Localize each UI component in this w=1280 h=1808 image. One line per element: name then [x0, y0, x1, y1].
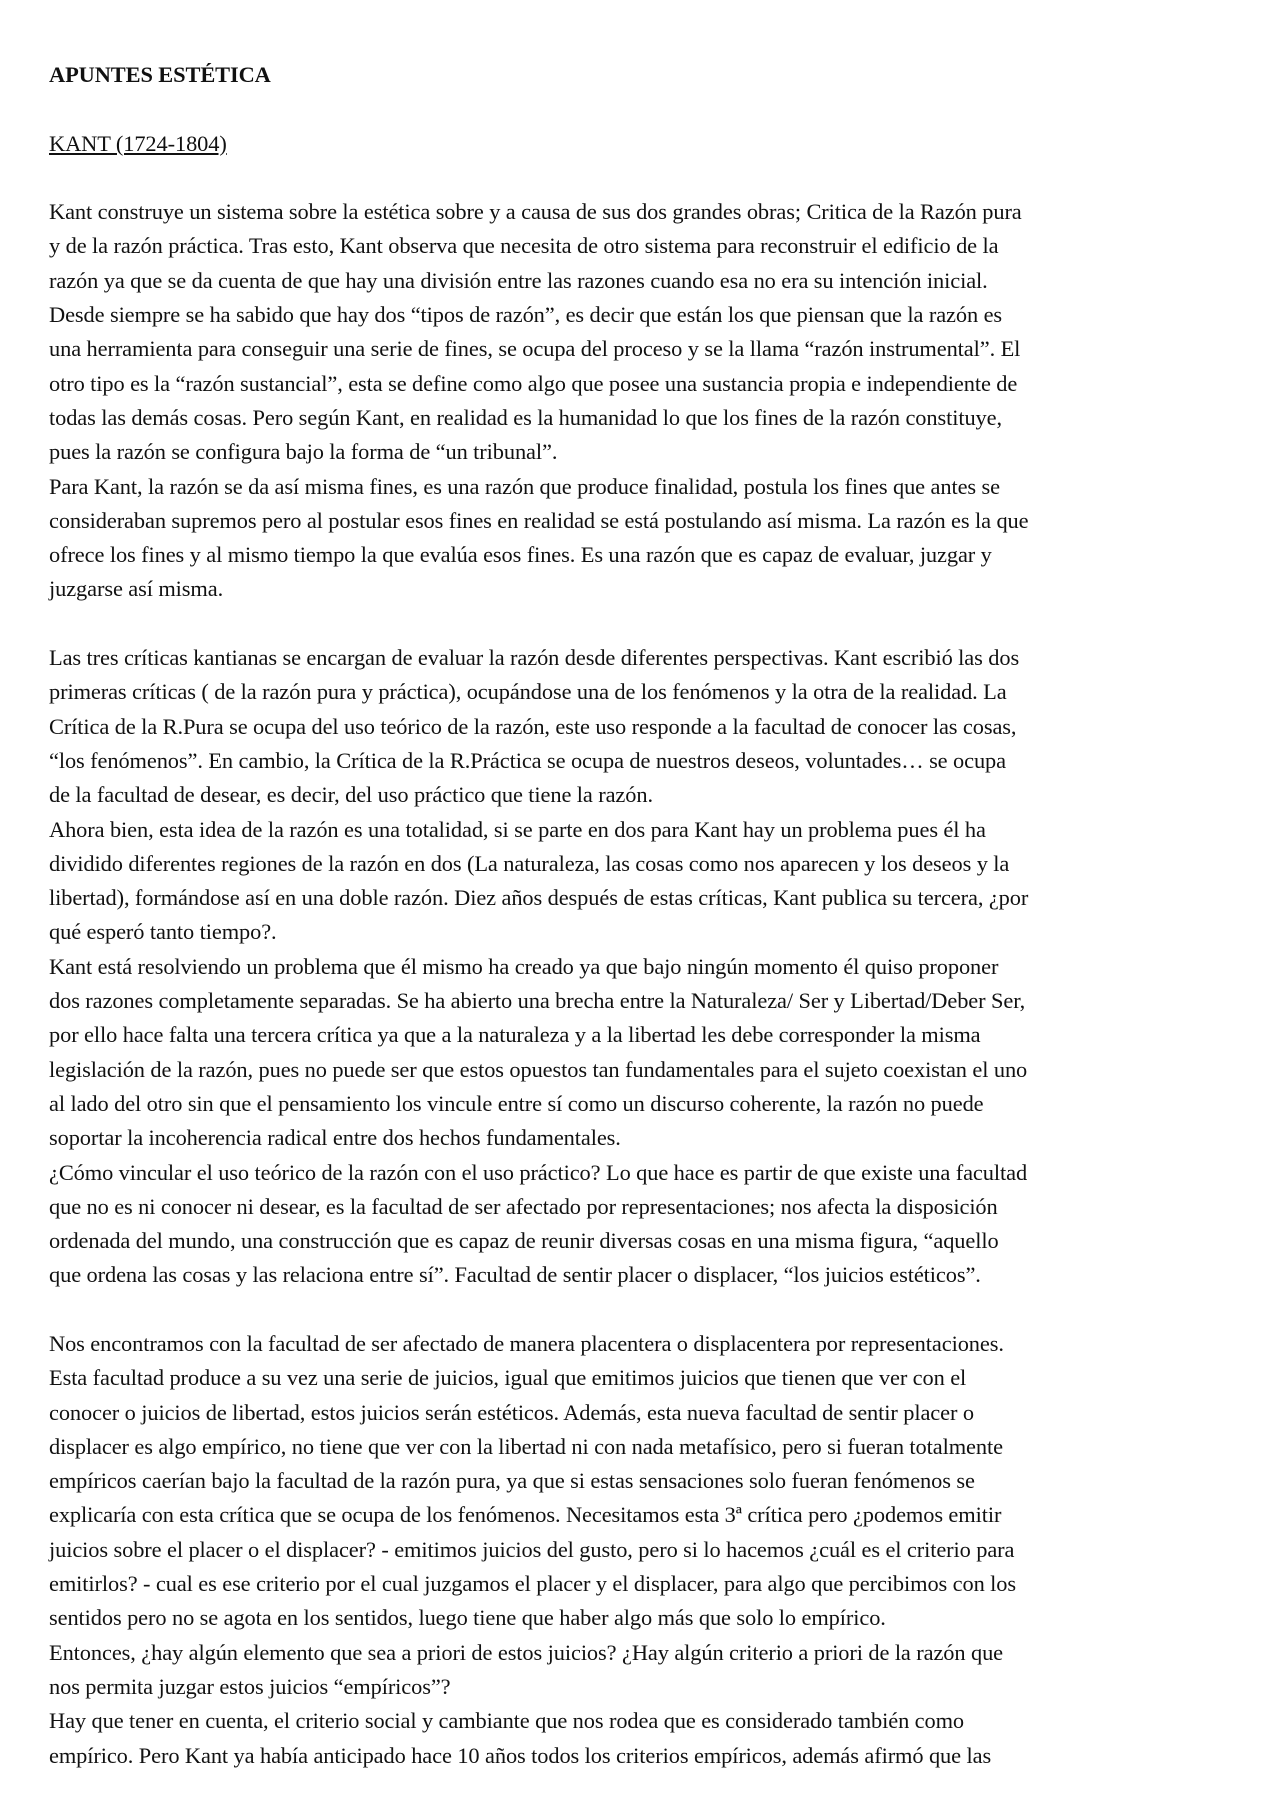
text-line: Ahora bien, esta idea de la razón es una totalidad, si se parte en dos para Kant hay un problema pues él ha: [49, 816, 986, 842]
text-line: todas las demás cosas. Pero según Kant, en realidad es la humanidad lo que los fines de la razón constituye,: [49, 404, 1002, 430]
text-line: razón ya que se da cuenta de que hay una división entre las razones cuando esa no era su intención inicial.: [49, 267, 988, 293]
text-line: dos razones completamente separadas. Se ha abierto una brecha entre la Naturaleza/ Ser y Libertad/Deber Ser,: [49, 988, 1026, 1014]
text-line: empíricos caerían bajo la facultad de la razón pura, ya que si estas sensaciones solo fueran fenómenos se: [49, 1468, 975, 1494]
text-line: dividido diferentes regiones de la razón en dos (La naturaleza, las cosas como nos aparecen y los deseos y la: [49, 850, 1010, 876]
text-line: de la facultad de desear, es decir, del uso práctico que tiene la razón.: [49, 782, 653, 808]
text-line: Hay que tener en cuenta, el criterio social y cambiante que nos rodea que es considerado también como: [49, 1708, 965, 1734]
text-line: pues la razón se configura bajo la forma de “un tribunal”.: [49, 439, 558, 465]
document-body: [49, 58, 1229, 1773]
text-line: Crítica de la R.Pura se ocupa del uso teórico de la razón, este uso responde a la facultad de conocer las cosas,: [49, 713, 1017, 739]
text-line: que no es ni conocer ni desear, es la facultad de ser afectado por representaciones; nos afecta la disposición: [49, 1193, 998, 1219]
text-line: Nos encontramos con la facultad de ser afectado de manera placentera o displacentera por representaciones.: [49, 1330, 1004, 1356]
text-line: displacer es algo empírico, no tiene que ver con la libertad ni con nada metafísico, pero si fueran totalmente: [49, 1433, 1003, 1459]
text-line: Las tres críticas kantianas se encargan de evaluar la razón desde diferentes perspectivas. Kant escribió las dos: [49, 645, 1020, 671]
text-line: Esta facultad produce a su vez una serie de juicios, igual que emitimos juicios que tienen que ver con el: [49, 1365, 967, 1391]
paragraph-block: [49, 195, 1229, 607]
text-line: y de la razón práctica. Tras esto, Kant observa que necesita de otro sistema para reconstruir el edificio de la: [49, 233, 999, 259]
text-line: Kant construye un sistema sobre la estética sobre y a causa de sus dos grandes obras; Critica de la Razón pura: [49, 199, 1022, 225]
text-line: otro tipo es la “razón sustancial”, esta se define como algo que posee una sustancia propia e independiente de: [49, 370, 1018, 396]
text-line: libertad), formándose así en una doble razón. Diez años después de estas críticas, Kant publica su tercera, ¿por: [49, 885, 1029, 911]
text-line: por ello hace falta una tercera crítica ya que a la naturaleza y a la libertad les debe corresponder la misma: [49, 1022, 981, 1048]
text-line: qué esperó tanto tiempo?.: [49, 919, 277, 945]
text-line: emitirlos? - cual es ese criterio por el cual juzgamos el placer y el displacer, para algo que percibimos con los: [49, 1571, 1017, 1597]
text-line: nos permita juzgar estos juicios “empíricos”?: [49, 1673, 451, 1699]
text-line: sentidos pero no se agota en los sentidos, luego tiene que haber algo más que solo lo empírico.: [49, 1605, 886, 1631]
text-line: Entonces, ¿hay algún elemento que sea a priori de estos juicios? ¿Hay algún criterio a priori de la razón que: [49, 1639, 1004, 1665]
text-line: “los fenómenos”. En cambio, la Crítica de la R.Práctica se ocupa de nuestros deseos, voluntades… se ocupa: [49, 747, 1006, 773]
text-line: conocer o juicios de libertad, estos juicios serán estéticos. Además, esta nueva facultad de sentir placer o: [49, 1399, 974, 1425]
paragraph-block: [49, 1327, 1229, 1773]
text-line: legislación de la razón, pues no puede ser que estos opuestos tan fundamentales para el sujeto coexistan el uno: [49, 1056, 1028, 1082]
text-line: ordenada del mundo, una construcción que es capaz de reunir diversas cosas en una misma figura, “aquello: [49, 1228, 999, 1254]
text-line: ofrece los fines y al mismo tiempo la que evalúa esos fines. Es una razón que es capaz de evaluar, juzgar y: [49, 542, 992, 568]
text-line: juzgarse así misma.: [49, 576, 224, 602]
text-line: soportar la incoherencia radical entre dos hechos fundamentales.: [49, 1125, 621, 1151]
document-title: APUNTES ESTÉTICA: [49, 62, 271, 87]
text-line: una herramienta para conseguir una serie de fines, se ocupa del proceso y se la llama “razón instrumental”. El: [49, 336, 1021, 362]
paragraph-block: [49, 641, 1229, 1293]
text-line: ¿Cómo vincular el uso teórico de la razón con el uso práctico? Lo que hace es partir de que existe una facultad: [49, 1159, 1028, 1185]
text-line: que ordena las cosas y las relaciona entre sí”. Facultad de sentir placer o displacer, “los juicios estéticos”.: [49, 1262, 981, 1288]
text-line: Kant está resolviendo un problema que él mismo ha creado ya que bajo ningún momento él quiso proponer: [49, 953, 999, 979]
text-line: empírico. Pero Kant ya había anticipado hace 10 años todos los criterios empíricos, además afirmó que las: [49, 1742, 992, 1768]
text-line: juicios sobre el placer o el displacer? - emitimos juicios del gusto, pero si lo hacemos ¿cuál es el criterio para: [49, 1536, 1015, 1562]
text-line: consideraban supremos pero al postular esos fines en realidad se está postulando así misma. La razón es la que: [49, 507, 1029, 533]
text-line: Para Kant, la razón se da así misma fines, es una razón que produce finalidad, postula los fines que antes se: [49, 473, 1000, 499]
text-line: primeras críticas ( de la razón pura y práctica), ocupándose una de los fenómenos y la otra de la realidad. La: [49, 679, 1007, 705]
text-line: Desde siempre se ha sabido que hay dos “tipos de razón”, es decir que están los que piensan que la razón es: [49, 302, 1003, 328]
text-line: explicaría con esta crítica que se ocupa de los fenómenos. Necesitamos esta 3ª crítica pero ¿podemos emitir: [49, 1502, 1002, 1528]
text-line: al lado del otro sin que el pensamiento los vincule entre sí como un discurso coherente, la razón no puede: [49, 1090, 984, 1116]
section-heading-kant: KANT (1724-1804): [49, 130, 227, 156]
